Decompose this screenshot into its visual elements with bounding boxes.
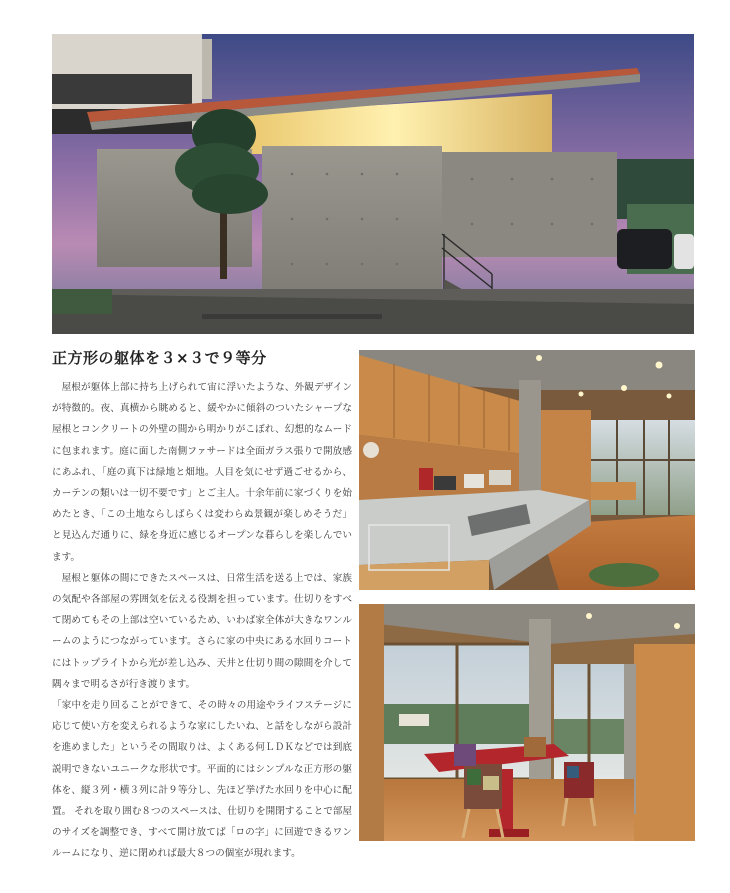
dining-photo — [359, 604, 695, 841]
article-heading: 正方形の躯体を３×３で９等分 — [52, 349, 267, 367]
exterior-photo — [52, 34, 694, 334]
article-paragraph: 屋根と躯体の間にできたスペースは、日常生活を送る上では、家族の気配や各部屋の雰囲気を伝える役割を担っています。仕切りをすべて閉めてもその上部は空いているため、いわば家全体が大きなワンルームのようにつながっています。さらに家の中央にある水回りコートにはトップライトから光が差し込み、天井と仕切り間の隙間を介して隅々まで明るさが行き渡ります。 — [52, 572, 352, 690]
article-body — [52, 377, 352, 860]
kitchen-photo — [359, 350, 695, 590]
article-paragraph: 屋根が躯体上部に持ち上げられて宙に浮いたような、外観デザインが特徴的。夜、真横から眺めると、緩やかに傾斜のついたシャープな屋根とコンクリートの外壁の間から明かりがこぼれ、幻想的なムードに包まれます。庭に面した南側ファサードは全面ガラス張りで開放感にあふれ、「庭の真下は緑地と畑地。人目を気にせず過ごせるから、カーテンの類いは一切不要です」とご主人。十余年前に家づくりを始めたとき、「この土地ならしばらくは変わらぬ景観が楽しめそうだ」と見込んだ通りに、緑を身近に感じるオープンな暮らしを楽しんでいます。 — [52, 382, 352, 563]
exterior-illustration — [52, 34, 694, 334]
dining-illustration — [359, 604, 695, 841]
article-paragraph: 「家中を走り回ることができて、その時々の用途やライフステージに応じて使い方を変えられるような家にしたいね、と話をしながら設計を進めました」というその間取りは、よくある何ＬＤＫなどでは到底説明できないユニークな形状です。平面的にはシンプルな正方形の躯体を、縦３列・横３列に計９等分し、先ほど挙げた水回りを中心に配置。 それを取り囲む８つのスペースは、仕切りを開閉することで部屋のサイズを調整でき、すべて開け放てば「ロの字」に回遊できるワンルームになり、逆に閉めれば最大８つの個室が現れます。 — [52, 700, 352, 860]
kitchen-illustration — [359, 350, 695, 590]
